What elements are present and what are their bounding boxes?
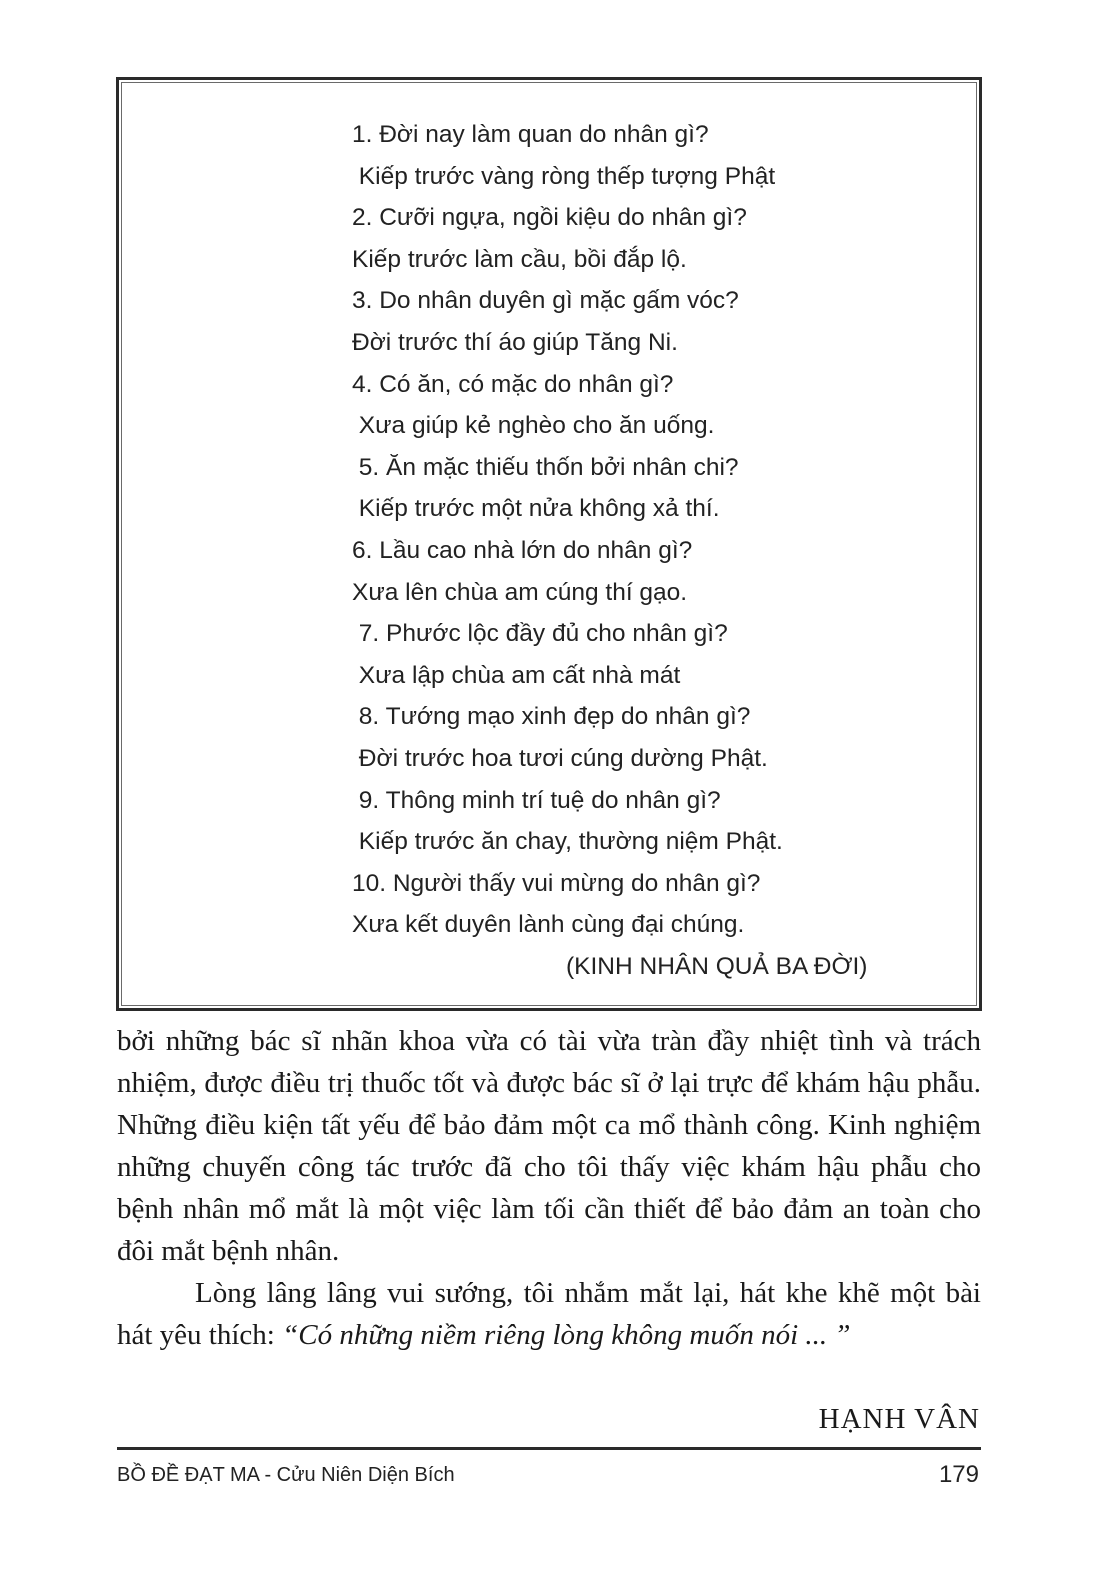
paragraph-text: Lòng lâng lâng vui sướng, tôi nhắm mắt lại, hát khe khẽ một bài hát yêu thích: (117, 1277, 981, 1351)
poem-line: 6. Lầu cao nhà lớn do nhân gì? (352, 536, 693, 564)
poem-line: Kiếp trước vàng ròng thếp tượng Phật (352, 162, 776, 190)
poem-line: 7. Phước lộc đầy đủ cho nhân gì? (352, 620, 728, 648)
poem-line: 10. Người thấy vui mừng do nhân gì? (352, 869, 761, 897)
poem-line: Xưa kết duyên lành cùng đại chúng. (352, 911, 745, 939)
poem-line: Kiếp trước làm cầu, bồi đắp lộ. (352, 245, 687, 273)
paragraph: bởi những bác sĩ nhãn khoa vừa có tài vừa tràn đầy nhiệt tình và trách nhiệm, được điều trị thuốc tốt và được bác sĩ ở lại trực để khám hậu phẫu. Những điều kiện tất yếu để bảo đảm một ca mổ thành công. Kinh nghiệm những chuyến công tác trước đã cho tôi thấy việc khám hậu phẫu cho bệnh nhân mổ mắt là một việc làm tối cần thiết để bảo đảm an toàn cho đôi mắt bệnh nhân. (117, 1025, 981, 1267)
poem-line: Xưa lập chùa am cất nhà mát (352, 661, 681, 689)
poem-line: 2. Cưỡi ngựa, ngồi kiệu do nhân gì? (352, 204, 747, 232)
poem-line: Đời trước hoa tươi cúng dường Phật. (352, 744, 768, 772)
poem-line: Kiếp trước ăn chay, thường niệm Phật. (352, 828, 783, 856)
poem-line: 1. Đời nay làm quan do nhân gì? (352, 121, 709, 148)
poem-line: Xưa giúp kẻ nghèo cho ăn uống. (352, 412, 715, 440)
body-text (117, 1020, 981, 1356)
poem-line: 5. Ăn mặc thiếu thốn bởi nhân chi? (352, 453, 739, 481)
poem-source: (KINH NHÂN QUẢ BA ĐỜI) (566, 952, 868, 980)
footer-divider (117, 1447, 981, 1450)
poem-line: 9. Thông minh trí tuệ do nhân gì? (352, 786, 721, 814)
running-footer-title: BỒ ĐỀ ĐẠT MA - Cửu Niên Diện Bích (117, 1464, 455, 1486)
song-quote: “Có những niềm riêng lòng không muốn nói ... ” (282, 1319, 851, 1351)
poem-block (352, 114, 952, 987)
poem-line: Kiếp trước một nửa không xả thí. (352, 495, 720, 523)
poem-line: 8. Tướng mạo xinh đẹp do nhân gì? (352, 703, 751, 731)
poem-line: 4. Có ăn, có mặc do nhân gì? (352, 370, 674, 398)
poem-line: Xưa lên chùa am cúng thí gạo. (352, 578, 688, 606)
poem-line: 3. Do nhân duyên gì mặc gấm vóc? (352, 287, 739, 315)
page-number: 179 (938, 1461, 979, 1488)
paragraph (117, 1272, 981, 1356)
author-name: HẠNH VÂN (818, 1403, 980, 1435)
poem-line: Đời trước thí áo giúp Tăng Ni. (352, 328, 678, 356)
